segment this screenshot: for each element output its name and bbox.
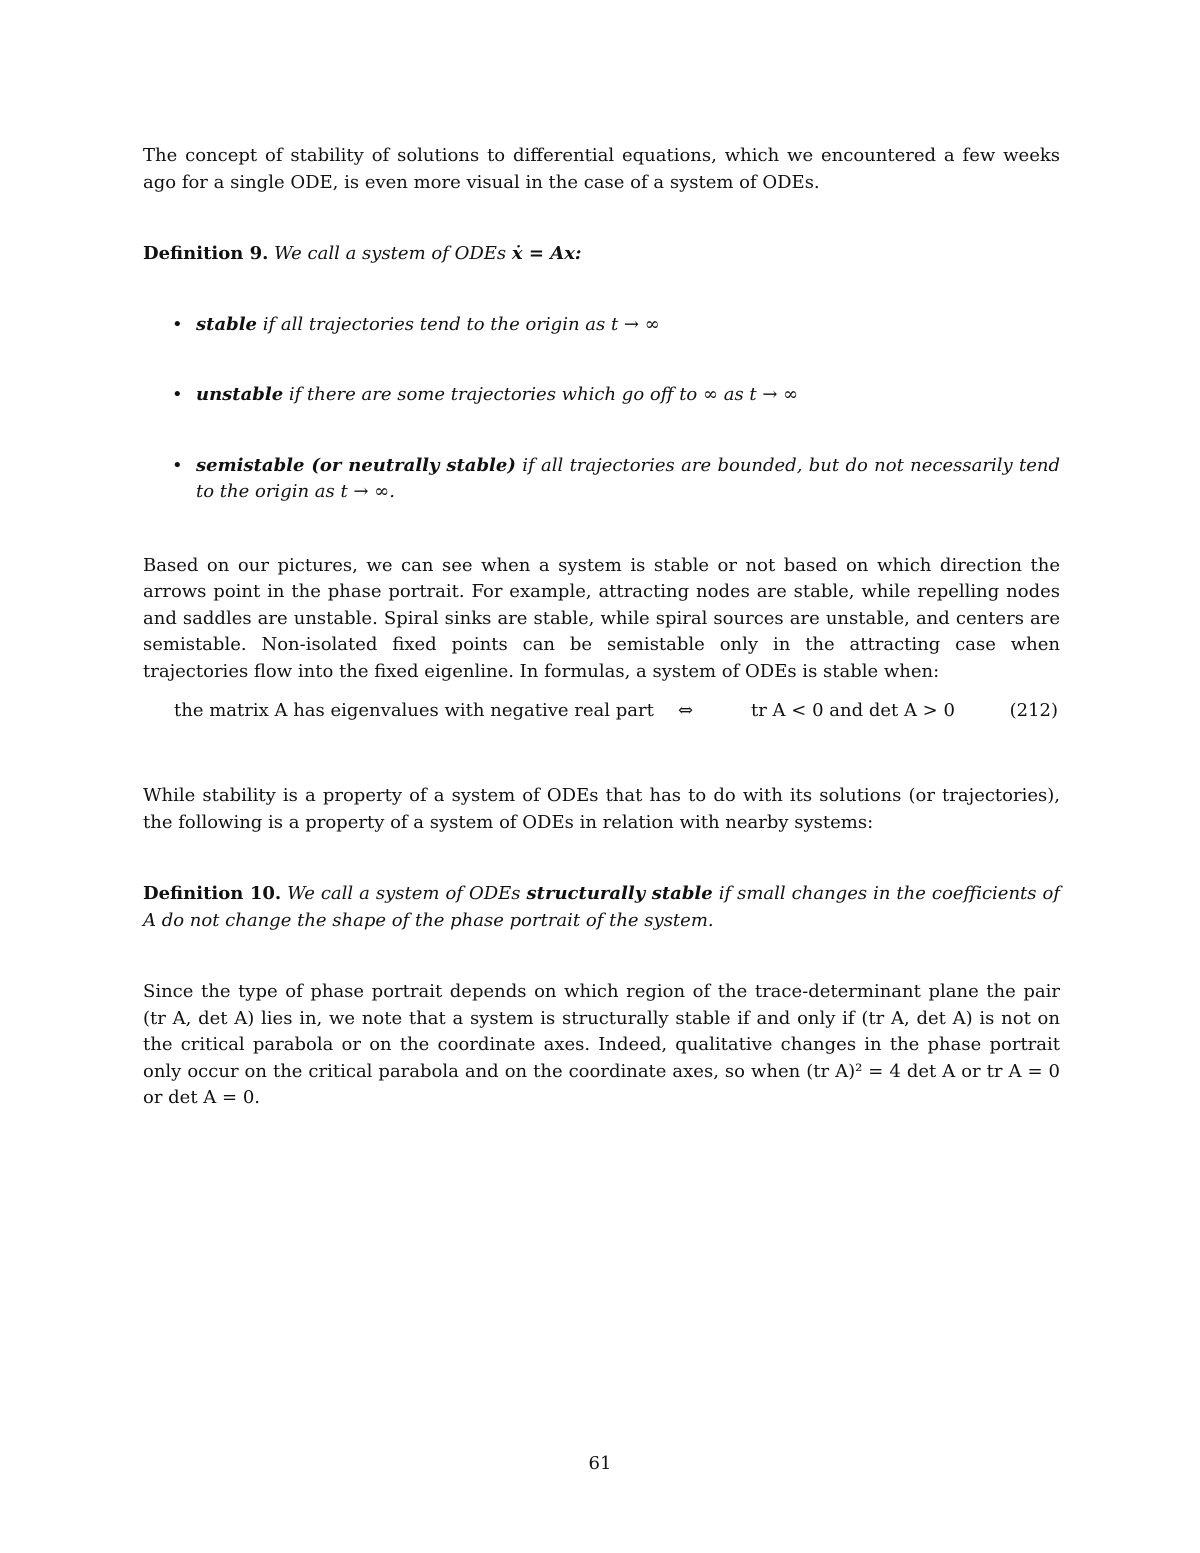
- definition-10: [143, 881, 1060, 934]
- definition-9-lead: We call a system of ODEs: [274, 243, 507, 264]
- list-item-text: if all trajectories are bounded, but do not necessarily tend to the origin as t → ∞.: [196, 454, 1060, 502]
- list-item-term: semistable (or neutrally stable): [196, 454, 516, 476]
- intro-paragraph: The concept of stability of solutions to differential equations, which we encountered a few weeks ago for a single ODE, is even more visual in the case of a system of ODEs.: [143, 145, 1060, 193]
- bullet-icon: •: [172, 313, 183, 335]
- stability-paragraph: Based on our pictures, we can see when a system is stable or not based on which direction the arrows point in the phase portrait. For example, attracting nodes are stable, while repelling nodes and saddles are unstable. Spiral sinks are stable, while spiral sources are unstable, and centers are semistable. Non-isolated fixed points can be semistable only in the attracting case when trajectories flow into the fixed eigenline. In formulas, a system of ODEs is stable when:: [143, 554, 1060, 682]
- definition-9-equation: ẋ = Ax:: [511, 243, 582, 264]
- list-item-term: unstable: [196, 384, 284, 405]
- page-body: [143, 143, 1060, 1112]
- definition-9: [143, 241, 1060, 268]
- equation-212-number: (212): [1009, 700, 1058, 721]
- definition-10-label: Definition 10.: [143, 883, 282, 904]
- structural-stability-paragraph: Since the type of phase portrait depends on which region of the trace-determinant plane the pair (tr A, det A) lies in, we note that a system is structurally stable if and only if (tr A, det A) is not on the critical parabola or on the coordinate axes. Indeed, qualitative changes in the phase portrait only occur on the critical parabola and on the coordinate axes, so when (tr A)² = 4 det A or tr A = 0 or det A = 0.: [143, 981, 1060, 1108]
- equation-212: [143, 698, 1060, 724]
- stability-list: [143, 312, 1060, 506]
- definition-10-term: structurally stable: [526, 883, 713, 904]
- list-item-term: stable: [196, 313, 257, 335]
- list-item: [143, 382, 1060, 409]
- definition-10-rest: if small changes in the coefficients of A do not change the shape of the phase portrait of the system.: [143, 883, 1060, 931]
- definition-9-label: Definition 9.: [143, 243, 269, 264]
- bullet-icon: •: [172, 384, 183, 405]
- list-item: [143, 453, 1060, 506]
- bullet-icon: •: [172, 454, 183, 476]
- list-item: [143, 312, 1060, 339]
- equation-212-left: the matrix A has eigenvalues with negative real part: [174, 700, 654, 721]
- structural-intro-paragraph: While stability is a property of a system of ODEs that has to do with its solutions (or trajectories), the following is a property of a system of ODEs in relation with nearby systems:: [143, 785, 1060, 833]
- page-number: 61: [588, 1453, 612, 1474]
- equation-212-iff: ⇔: [678, 700, 694, 721]
- list-item-text: if all trajectories tend to the origin as t → ∞: [262, 313, 660, 335]
- list-item-text: if there are some trajectories which go off to ∞ as t → ∞: [288, 384, 799, 405]
- equation-212-right: tr A < 0 and det A > 0: [751, 700, 955, 721]
- definition-10-lead: We call a system of ODEs: [287, 883, 521, 904]
